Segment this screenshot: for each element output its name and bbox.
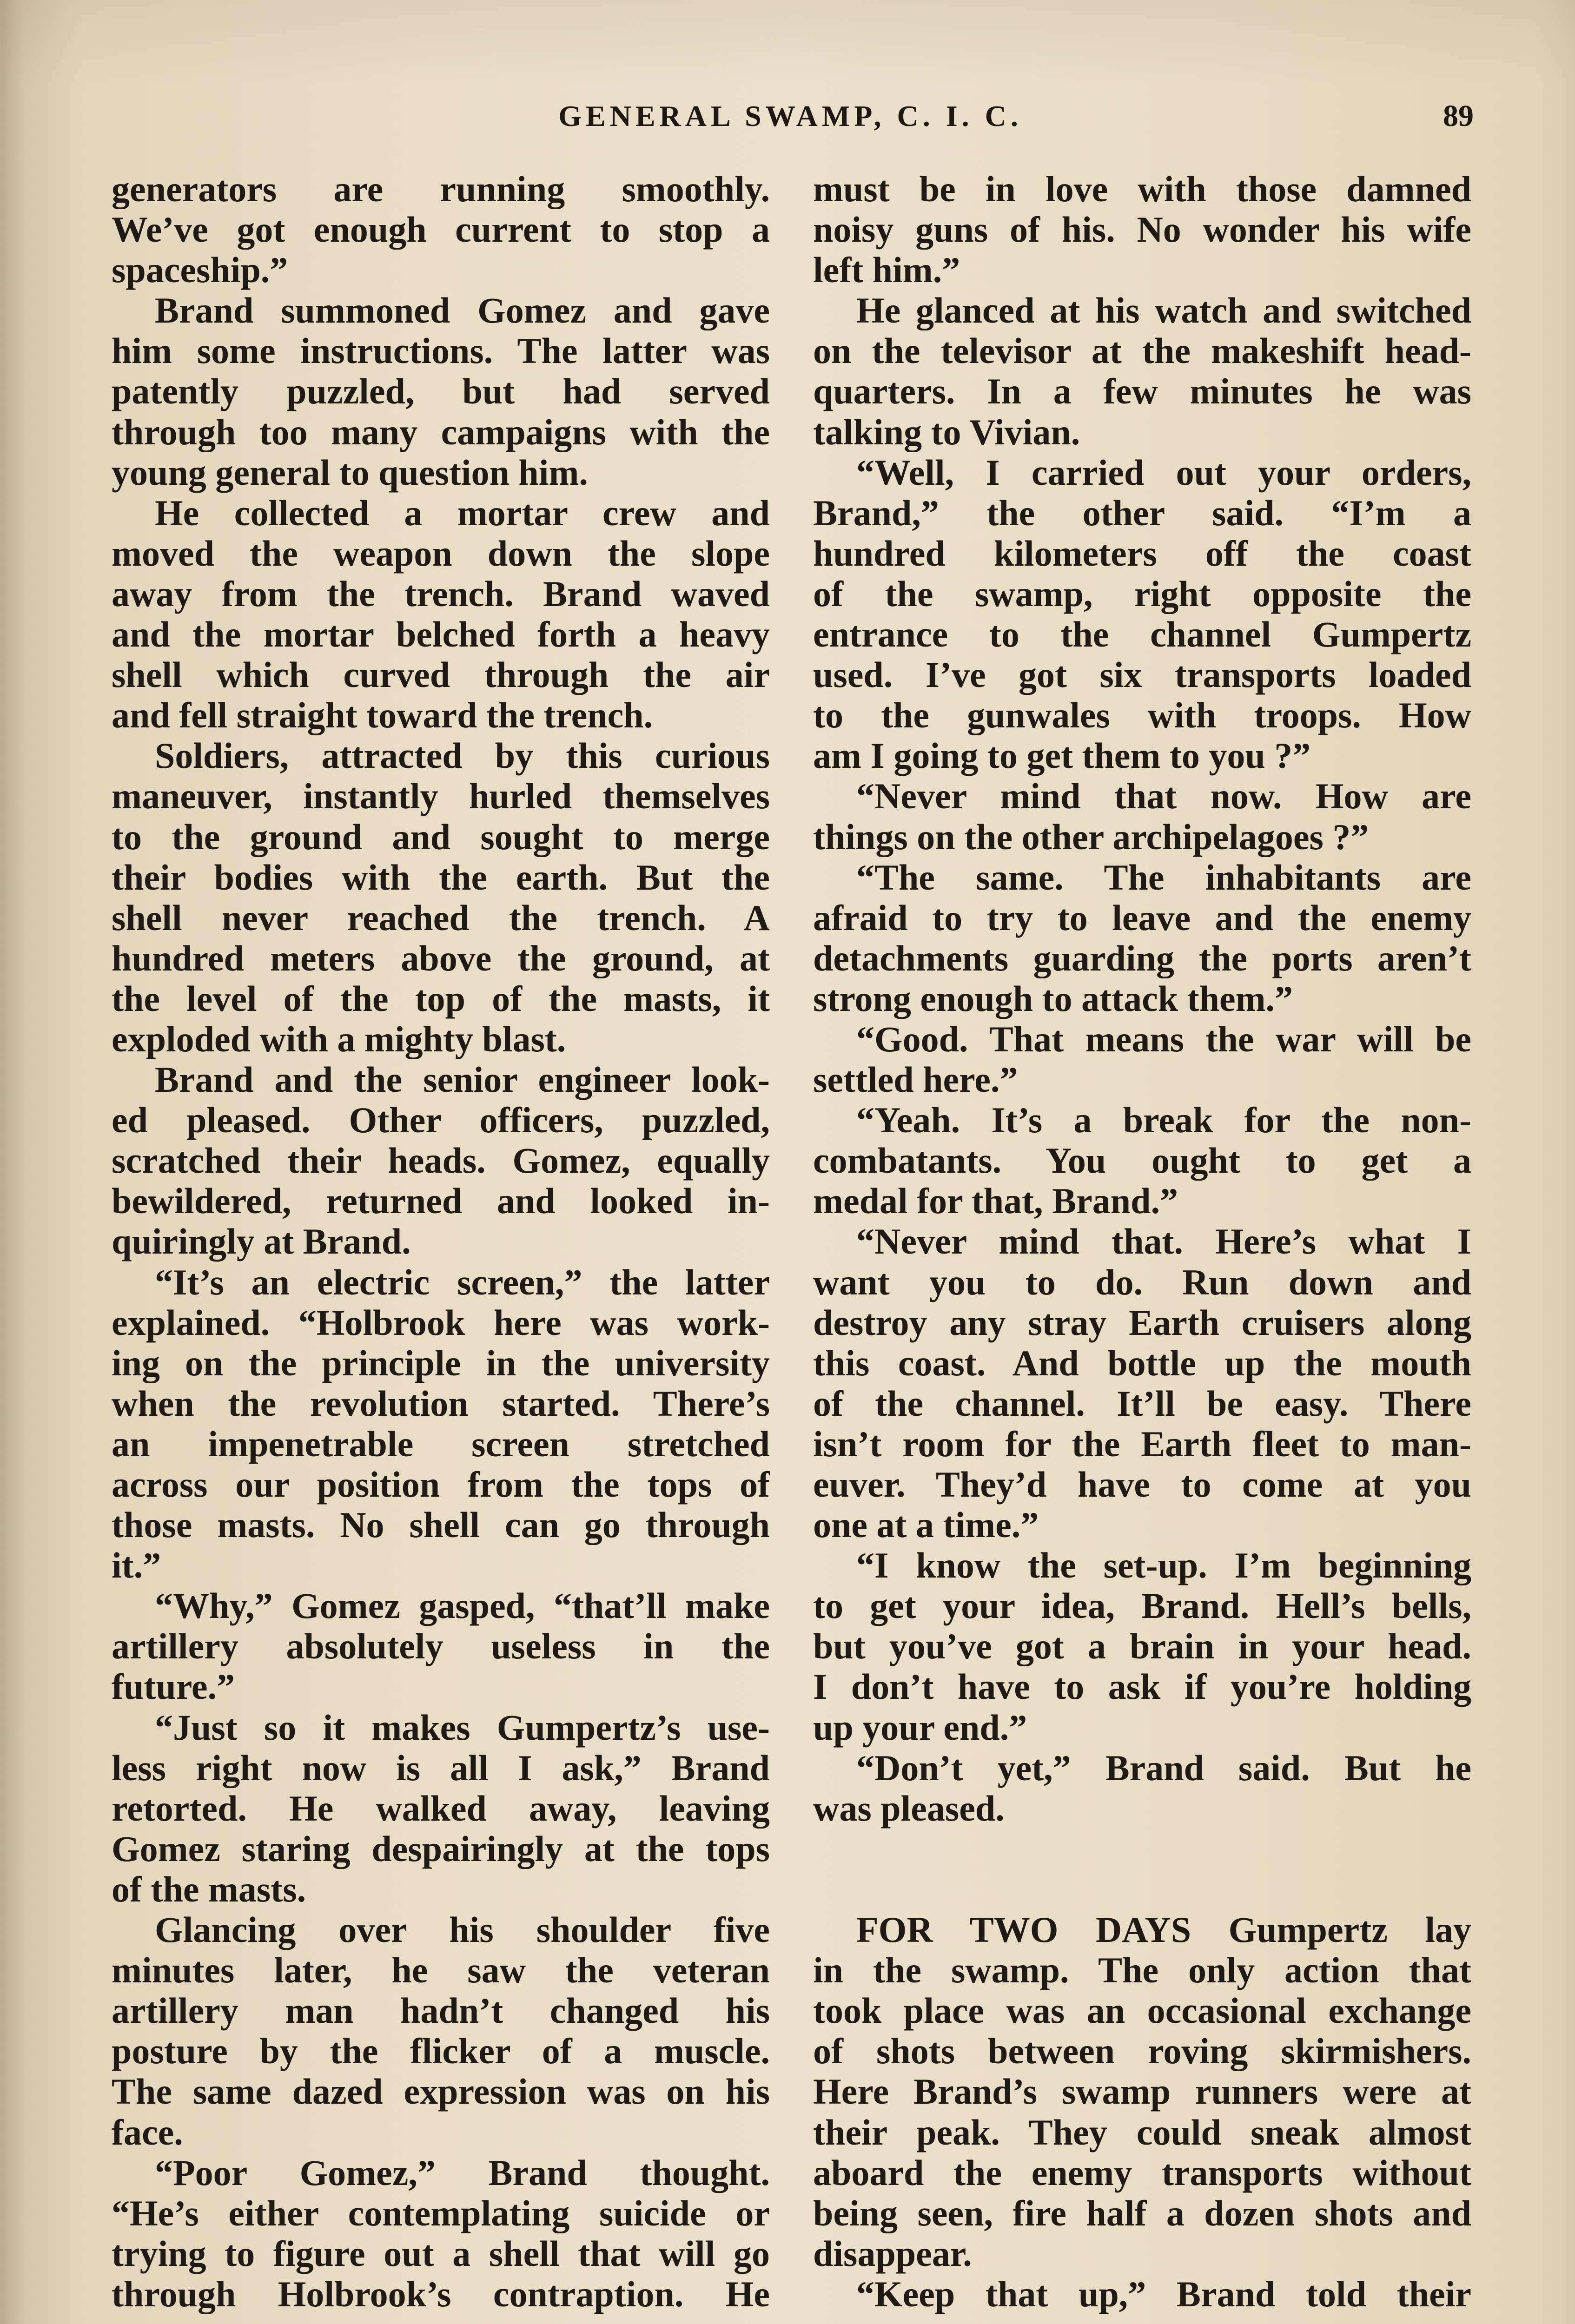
paragraph [112, 1585, 770, 1707]
text-line: to the ground and sought to merge [112, 816, 770, 857]
text-line: Glancing over his shoulder five [155, 1909, 770, 1950]
text-line: combatants. You ought to get a [813, 1140, 1471, 1181]
text-line: but you’ve got a brain in your head. [813, 1626, 1471, 1667]
paragraph [813, 2274, 1471, 2314]
text-line: medal for that, Brand.” [813, 1181, 1178, 1221]
text-line: “Never mind that. Here’s what I [856, 1221, 1471, 1262]
text-line: up your end.” [813, 1707, 1027, 1748]
text-line: euver. They’d have to come at you [813, 1464, 1471, 1505]
text-line: “Yeah. It’s a break for the non- [856, 1100, 1471, 1141]
text-line: isn’t room for the Earth fleet to man- [813, 1423, 1471, 1464]
text-line: him some instructions. The latter was [112, 330, 770, 371]
text-line: artillery man hadn’t changed his [112, 1990, 770, 2031]
paragraph [112, 1262, 770, 1586]
text-line: “Well, I carried out your orders, [856, 452, 1471, 493]
paragraph [112, 493, 770, 736]
text-line: shell which curved through the air [112, 654, 770, 695]
paragraph [813, 1545, 1471, 1747]
paragraph [813, 1909, 1471, 2274]
text-line: left him.” [813, 250, 960, 290]
text-line: generators are running smoothly. [112, 169, 770, 209]
paragraph [112, 169, 770, 290]
text-line: minutes later, he saw the veteran [112, 1950, 770, 1991]
paragraph [112, 1909, 770, 2152]
text-line: FOR TWO DAYS Gumpertz lay [856, 1909, 1471, 1950]
text-line: maneuver, instantly hurled themselves [112, 776, 770, 817]
text-line: I don’t have to ask if you’re holding [813, 1666, 1471, 1707]
text-line: on the televisor at the makeshift head- [813, 330, 1471, 371]
text-line: “Just so it makes Gumpertz’s use- [155, 1707, 770, 1748]
text-line: artillery absolutely useless in the [112, 1626, 770, 1667]
text-line: talking to Vivian. [813, 411, 1080, 452]
text-line: this coast. And bottle up the mouth [813, 1342, 1471, 1383]
text-line: an impenetrable screen stretched [112, 1423, 770, 1464]
column-left [112, 169, 770, 2314]
text-line: ing on the principle in the university [112, 1342, 770, 1383]
text-line: Here Brand’s swamp runners were at [813, 2071, 1471, 2112]
text-line: He glanced at his watch and switched [856, 290, 1471, 331]
paragraph [112, 735, 770, 1059]
paragraph [813, 857, 1471, 1019]
text-line: posture by the flicker of a muscle. [112, 2031, 770, 2072]
text-line: the level of the top of the masts, it [112, 978, 770, 1019]
paragraph [112, 1707, 770, 1909]
text-line: disappear. [813, 2233, 972, 2274]
paragraph [112, 290, 770, 492]
text-line: detachments guarding the ports aren’t [813, 938, 1471, 978]
text-line: “I know the set-up. I’m beginning [856, 1545, 1471, 1586]
text-line: hundred kilometers off the coast [813, 533, 1471, 574]
text-line: quiringly at Brand. [112, 1221, 411, 1262]
text-line: of shots between roving skirmishers. [813, 2031, 1471, 2072]
paragraph [813, 1748, 1471, 1829]
text-line: in the swamp. The only action that [813, 1950, 1471, 1991]
paragraph [813, 1019, 1471, 1100]
text-line: things on the other archipelagoes ?” [813, 816, 1369, 857]
text-line: strong enough to attack them.” [813, 978, 1293, 1019]
text-line: afraid to try to leave and the enemy [813, 897, 1471, 938]
text-line: face. [112, 2112, 183, 2152]
page-number: 89 [1443, 99, 1474, 133]
text-line: “Good. That means the war will be [856, 1018, 1471, 1059]
paragraph [813, 452, 1471, 776]
text-line: of the swamp, right opposite the [813, 573, 1471, 614]
text-line: entrance to the channel Gumpertz [813, 614, 1471, 655]
text-line: Brand summoned Gomez and gave [155, 290, 770, 331]
text-line: “Never mind that now. How are [856, 776, 1471, 817]
text-line: to the gunwales with troops. How [813, 695, 1471, 736]
paragraph [813, 1221, 1471, 1545]
paragraph [813, 1100, 1471, 1221]
text-line: must be in love with those damned [813, 169, 1471, 209]
text-line: bewildered, returned and looked in- [112, 1181, 770, 1221]
text-line: am I going to get them to you ?” [813, 735, 1311, 776]
running-title: GENERAL SWAMP, C. I. C. [558, 99, 1022, 132]
text-line: “The same. The inhabitants are [856, 857, 1471, 898]
text-line: “It’s an electric screen,” the latter [155, 1261, 770, 1302]
paragraph [813, 169, 1471, 290]
text-line: less right now is all I ask,” Brand [112, 1747, 770, 1788]
text-line: moved the weapon down the slope [112, 533, 770, 574]
column-right [813, 169, 1471, 2314]
text-line: being seen, fire half a dozen shots and [813, 2192, 1471, 2233]
text-line: and the mortar belched forth a heavy [112, 614, 770, 655]
text-line: want you to do. Run down and [813, 1261, 1471, 1302]
text-line: through Holbrook’s contraption. He [112, 2273, 770, 2314]
text-line: quarters. In a few minutes he was [813, 371, 1471, 412]
text-line: shell never reached the trench. A [112, 897, 770, 938]
text-line: We’ve got enough current to stop a [112, 209, 770, 250]
text-line: of the channel. It’ll be easy. There [813, 1383, 1471, 1424]
text-line: when the revolution started. There’s [112, 1383, 770, 1424]
text-line: across our position from the tops of [112, 1464, 770, 1505]
text-line: took place was an occasional exchange [813, 1990, 1471, 2031]
text-line: ed pleased. Other officers, puzzled, [112, 1100, 770, 1141]
text-line: “Why,” Gomez gasped, “that’ll make [155, 1585, 770, 1626]
text-line: spaceship.” [112, 250, 288, 290]
text-line: future.” [112, 1666, 235, 1707]
text-line: used. I’ve got six transports loaded [813, 654, 1471, 695]
paragraph [813, 776, 1471, 857]
text-line: noisy guns of his. No wonder his wife [813, 209, 1471, 250]
text-line: explained. “Holbrook here was work- [112, 1302, 770, 1343]
text-line: those masts. No shell can go through [112, 1505, 770, 1545]
text-line: young general to question him. [112, 452, 588, 493]
text-line: The same dazed expression was on his [112, 2071, 770, 2112]
text-line: away from the trench. Brand waved [112, 573, 770, 614]
text-line: Brand,” the other said. “I’m a [813, 492, 1471, 533]
text-line: destroy any stray Earth cruisers along [813, 1302, 1471, 1343]
text-line: retorted. He walked away, leaving [112, 1788, 770, 1829]
text-line: patently puzzled, but had served [112, 371, 770, 412]
text-line: and fell straight toward the trench. [112, 695, 653, 736]
text-line: “Don’t yet,” Brand said. But he [856, 1747, 1471, 1788]
text-line: through too many campaigns with the [112, 411, 770, 452]
text-line: exploded with a mighty blast. [112, 1018, 566, 1059]
text-line: He collected a mortar crew and [155, 492, 770, 533]
text-line: their bodies with the earth. But the [112, 857, 770, 898]
text-line: was pleased. [813, 1788, 1005, 1829]
text-line: settled here.” [813, 1059, 1018, 1100]
text-line: one at a time.” [813, 1505, 1039, 1545]
paragraph [112, 2152, 770, 2314]
text-line: “He’s either contemplating suicide or [112, 2192, 770, 2233]
text-line: Soldiers, attracted by this curious [155, 735, 770, 776]
text-line: scratched their heads. Gomez, equally [112, 1140, 770, 1181]
text-line: hundred meters above the ground, at [112, 938, 770, 978]
paragraph [813, 290, 1471, 452]
text-line: “Keep that up,” Brand told their [856, 2273, 1471, 2314]
text-line: of the masts. [112, 1868, 306, 1909]
text-line: aboard the enemy transports without [813, 2152, 1471, 2193]
text-line: Brand and the senior engineer look- [155, 1059, 770, 1100]
text-line: “Poor Gomez,” Brand thought. [155, 2152, 770, 2193]
text-line: Gomez staring despairingly at the tops [112, 1828, 770, 1869]
text-line: to get your idea, Brand. Hell’s bells, [813, 1585, 1471, 1626]
paragraph [112, 1059, 770, 1261]
text-line: their peak. They could sneak almost [813, 2112, 1471, 2152]
text-line: trying to figure out a shell that will go [112, 2233, 770, 2274]
text-line: it.” [112, 1545, 161, 1586]
